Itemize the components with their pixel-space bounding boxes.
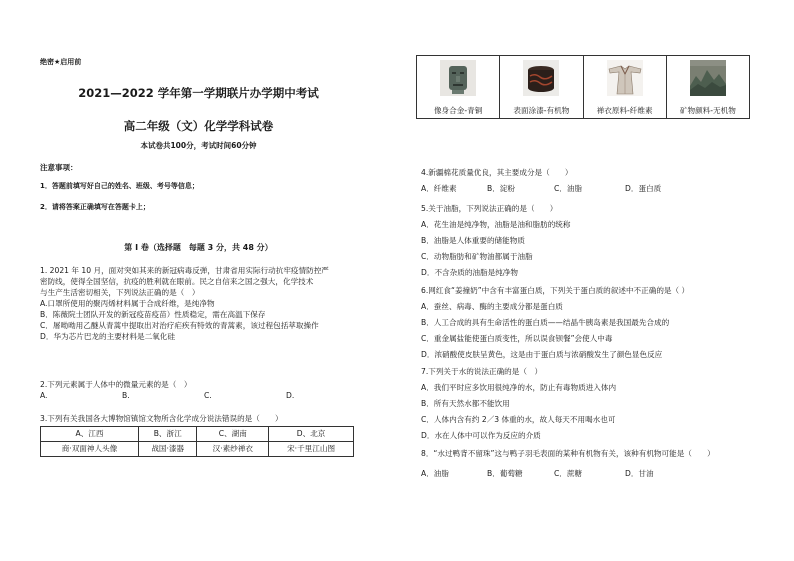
note-item-1: 1．答题前填写好自己的姓名、班级、考号等信息； — [40, 182, 199, 190]
option-b: B．所有天然水都不能饮用 — [421, 399, 510, 408]
option-d: D．水在人体中可以作为反应的介质 — [421, 431, 541, 440]
question-1 — [40, 265, 329, 342]
photo-caption: 禅衣原料-纤维素 — [596, 106, 653, 115]
question-stem: 8．“水过鸭背不留珠”这与鸭子羽毛表面的某种有机物有关，该种有机物可能是（ ） — [421, 449, 715, 458]
notes-heading: 注意事项： — [40, 163, 78, 172]
option-b: B．陈薇院士团队开发的新冠疫苗疫苗）性质稳定，需在高温下保存 — [40, 310, 266, 319]
section-title: 第 I 卷（选择题 每题 3 分，共 48 分） — [124, 243, 273, 252]
table-row — [41, 442, 354, 457]
exam-title: 2021—2022 学年第一学期联片办学期中考试 — [78, 86, 319, 100]
confidential-mark: 绝密★启用前 — [40, 58, 82, 66]
table-cell: 汉·素纱禅衣 — [197, 442, 269, 457]
option-c: C．油脂 — [554, 184, 583, 193]
table-cell: 宋·千里江山图 — [269, 442, 354, 457]
option-a: A.口罩所使用的聚丙烯材料属于合成纤维，是纯净物 — [40, 299, 215, 308]
option-d: D．华为芯片巴龙的主要材料是二氧化硅 — [40, 332, 175, 341]
photo-caption: 表面涂漆-有机物 — [513, 106, 570, 115]
lacquer-ware-image — [523, 60, 559, 96]
question-stem: 5.关于油脂，下列说法正确的是（ ） — [421, 204, 558, 213]
option-b: B．葡萄糖 — [487, 469, 523, 478]
option-b: B. — [122, 391, 130, 400]
question-stem: 6.网红食“姜撞奶”中含有丰富蛋白质，下列关于蛋白质的叙述中不正确的是（ ） — [421, 286, 690, 295]
option-a: A．蚕丝、病毒、酶的主要成分都是蛋白质 — [421, 302, 563, 311]
option-row — [40, 390, 346, 401]
option-b: B．淀粉 — [487, 184, 515, 193]
option-c: C．屠呦呦用乙醚从青蒿中提取出对治疗疟疾有特效的青蒿素，该过程包括萃取操作 — [40, 321, 319, 330]
option-b: B．人工合成的具有生命活性的蛋白质——结晶牛胰岛素是我国最先合成的 — [421, 318, 670, 327]
bronze-mask-image — [440, 60, 476, 96]
question-4 — [421, 167, 685, 194]
question-2 — [40, 379, 346, 401]
photo-cell — [417, 56, 500, 119]
photo-cell — [583, 56, 666, 119]
table-cell: 商·双面神人头像 — [41, 442, 139, 457]
option-d: D．甘油 — [625, 469, 654, 478]
option-b: B．油脂是人体重要的储能物质 — [421, 236, 525, 245]
question-6 — [421, 283, 689, 363]
landscape-painting-image — [690, 60, 726, 96]
question-5 — [421, 201, 570, 281]
option-d: D. — [286, 391, 295, 400]
option-c: C．重金属盐能使蛋白质变性，所以误食钡餐”会使人中毒 — [421, 334, 613, 343]
note-item-2: 2．请将答案正确填写在答题卡上； — [40, 203, 150, 211]
photo-cell — [500, 56, 583, 119]
option-row — [421, 183, 685, 194]
option-a: A．纤维素 — [421, 184, 457, 193]
photo-caption: 矿物颜料-无机物 — [679, 106, 736, 115]
question-stem: 与生产生活密切相关，下列说法正确的是（ ） — [40, 288, 200, 297]
question-3-stem: 3.下列有关我国各大博物馆镇馆文物所含化学成分说法错误的是（ ） — [40, 414, 283, 423]
table-cell: D、北京 — [269, 427, 354, 442]
option-c: C. — [204, 391, 212, 400]
question-8 — [421, 446, 715, 479]
option-a: A. — [40, 391, 48, 400]
question-stem: 密防线，使得全国坚信，抗疫的胜利就在眼前。民之自信来之国之强大，化学技术 — [40, 277, 314, 286]
question-stem: 2.下列元素属于人体中的微量元素的是（ ） — [40, 380, 192, 389]
table-row — [417, 56, 750, 119]
photo-caption: 像身合金-青铜 — [433, 106, 483, 115]
question-stem: 4.新疆棉花质量优良，其主要成分是（ ） — [421, 168, 573, 177]
option-d: D．蛋白质 — [625, 184, 662, 193]
exam-subtitle: 高二年级（文）化学学科试卷 — [123, 119, 274, 133]
photo-cell — [666, 56, 749, 119]
option-a: A．花生油是纯净物，油脂是油和脂肪的统称 — [421, 220, 571, 229]
option-d: D．浓硝酸使皮肤呈黄色，这是由于蛋白质与浓硝酸发生了颜色显色反应 — [421, 350, 663, 359]
question-stem: 7.下列关于水的说法正确的是（ ） — [421, 367, 543, 376]
option-a: A．油脂 — [421, 469, 449, 478]
option-c: C．蔗糖 — [554, 469, 583, 478]
table-cell: C、湖南 — [197, 427, 269, 442]
table-cell: B、浙江 — [138, 427, 197, 442]
option-d: D．不含杂质的油脂是纯净物 — [421, 268, 518, 277]
option-c: C．动物脂肪和矿物油都属于油脂 — [421, 252, 533, 261]
option-c: C．人体内含有约 2／3 体重的水，故人每天不用喝水也可 — [421, 415, 616, 424]
option-a: A．我们平时应多饮用很纯净的水，防止有毒物质进入体内 — [421, 383, 617, 392]
question-stem: 1. 2021 年 10 月，面对突如其来的新冠病毒反弹，甘肃省用实际行动抗牢疫情防控严 — [40, 266, 329, 275]
score-time-line: 本试卷共100分，考试时间60分钟 — [140, 141, 257, 150]
relic-photos-table — [416, 55, 750, 119]
option-row — [421, 468, 715, 479]
table-cell: 战国·漆器 — [138, 442, 197, 457]
table-cell: A、江西 — [41, 427, 139, 442]
silk-robe-image — [607, 60, 643, 96]
table-row — [41, 427, 354, 442]
question-7 — [421, 364, 616, 444]
relics-table — [40, 426, 354, 457]
